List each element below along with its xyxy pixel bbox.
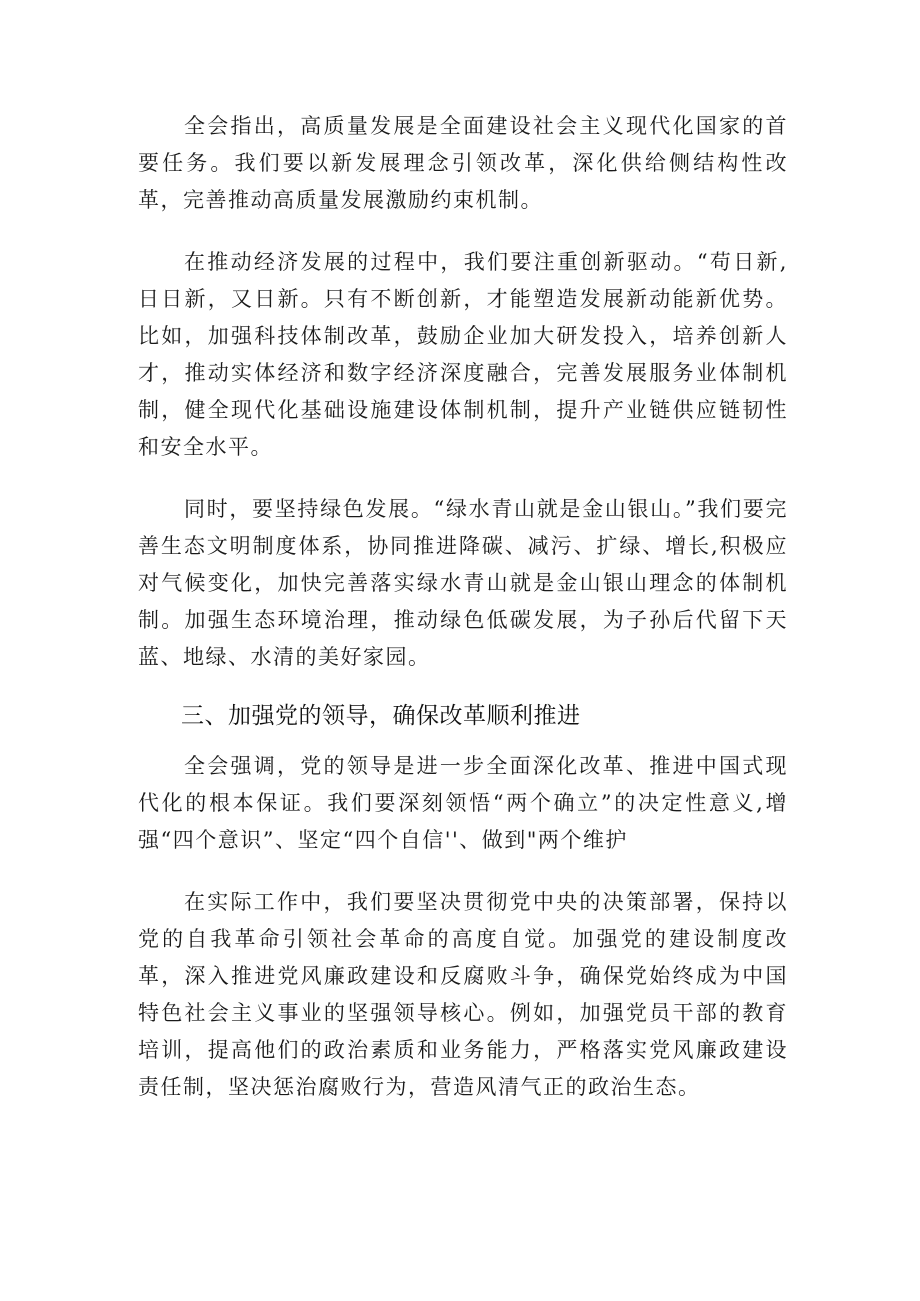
paragraph-practical-work: 在实际工作中，我们要坚决贯彻党中央的决策部署，保持以党的自我革命引领社会革命的高度自觉。加强党的建设制度改革，深入推进党风廉政建设和反腐败斗争，确保党始终成为中国特色社会主义事业的坚强领导核心。例如，加强党员干部的教育培训，提高他们的政治素质和业务能力，严格落实党风廉政建设责任制，坚决惩治腐败行为，营造风清气正的政治生态。: [138, 890, 788, 1099]
paragraph-green-development: 同时，要坚持绿色发展。“绿水青山就是金山银山。”我们要完善生态文明制度体系，协同推进降碳、减污、扩绿、增长,积极应对气候变化，加快完善落实绿水青山就是金山银山理念的体制机制。加强生态环境治理，推动绿色低碳发展，为子孙后代留下天蓝、地绿、水清的美好家园。: [138, 497, 788, 669]
section-heading: 三、加强党的领导，确保改革顺利推进: [181, 703, 581, 729]
paragraph-party-leadership: 全会强调，党的领导是进一步全面深化改革、推进中国式现代化的根本保证。我们要深刻领悟“两个确立”的决定性意义,增强“四个意识”、坚定“四个自信''、做到"两个维护: [138, 754, 788, 852]
paragraph-high-quality-development: 全会指出，高质量发展是全面建设社会主义现代化国家的首要任务。我们要以新发展理念引领改革，深化供给侧结构性改革，完善推动高质量发展激励约束机制。: [138, 114, 788, 212]
paragraph-innovation-driven: 在推动经济发展的过程中，我们要注重创新驱动。“苟日新,日日新，又日新。只有不断创新，才能塑造发展新动能新优势。比如，加强科技体制改革，鼓励企业加大研发投入，培养创新人才，推动实体经济和数字经济深度融合，完善发展服务业体制机制，健全现代化基础设施建设体制机制，提升产业链供应链韧性和安全水平。: [138, 250, 788, 459]
